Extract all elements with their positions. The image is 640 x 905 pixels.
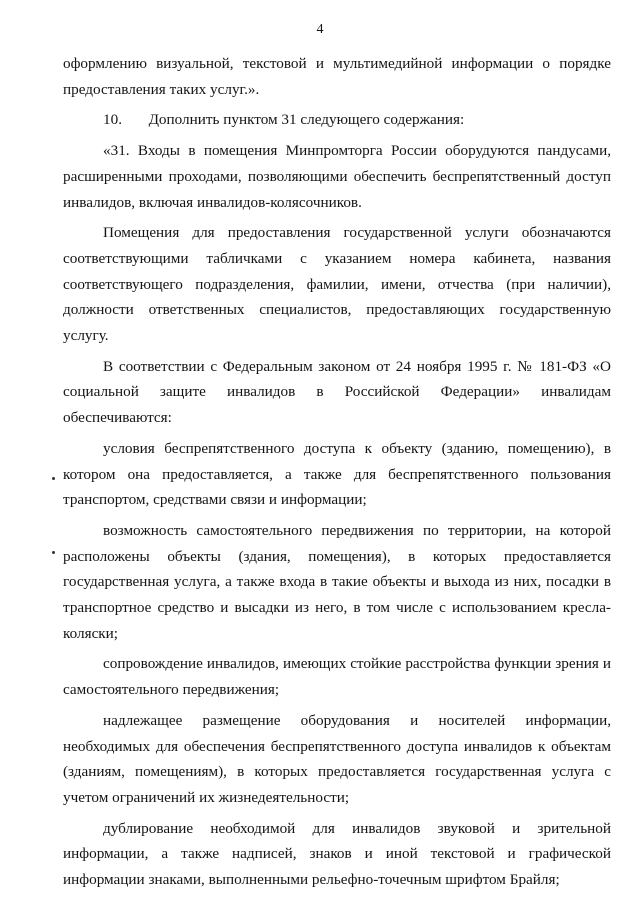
paragraph-item-10: 10. Дополнить пунктом 31 следующего содержания: [103, 111, 465, 129]
paragraph-access-conditions: условия беспрепятственного доступа к объекту (зданию, помещению), в котором она предоставляется, а также для беспрепятственного пользования транспортом, средствами связи и информации; [63, 439, 611, 509]
page-number: 4 [316, 22, 324, 37]
paragraph-accompaniment: сопровождение инвалидов, имеющих стойкие расстройства функции зрения и самостоятельного передвижения; [63, 655, 611, 699]
document-body [63, 51, 611, 898]
paragraph-federal-law: В соответствии с Федеральным законом от 24 ноября 1995 г. № 181-ФЗ «О социальной защите инвалидов в Российской Федерации» инвалидам обеспечиваются: [63, 357, 611, 427]
paragraph-item-31: «31. Входы в помещения Минпромторга России оборудуются пандусами, расширенными проходами, позволяющими обеспечить беспрепятственный доступ инвалидов, включая инвалидов-колясочников. [63, 142, 611, 211]
scan-artifact [52, 477, 55, 480]
paragraph-equipment-placement: надлежащее размещение оборудования и носителей информации, необходимых для обеспечения беспрепятственного доступа инвалидов к объектам (зданиям, помещениям), в которых предоставляется государственная услуга с учетом ограничений их жизнедеятельности; [63, 711, 611, 806]
paragraph-movement: возможность самостоятельного передвижения по территории, на которой расположены объекты (здания, помещения), в которых предоставляется государственная услуга, а также входа в такие объекты и выхода из них, посадки в транспортное средство и высадки из него, в том числе с использованием кресла-коляски; [63, 521, 611, 642]
paragraph-duplication: дублирование необходимой для инвалидов звуковой и зрительной информации, а также надписей, знаков и иной текстовой и графической информации знаками, выполненными рельефно-точечным шрифтом Брайля; [63, 819, 611, 889]
paragraph-premises-signage: Помещения для предоставления государственной услуги обозначаются соответствующими табличками с указанием номера кабинета, названия соответствующего подразделения, фамилии, имени, отчества (при наличии), должности ответственных специалистов, предоставляющих государственную услугу. [63, 224, 611, 345]
scan-artifact [52, 551, 55, 554]
paragraph-1: оформлению визуальной, текстовой и мультимедийной информации о порядке предоставления таких услуг.». [63, 55, 611, 98]
